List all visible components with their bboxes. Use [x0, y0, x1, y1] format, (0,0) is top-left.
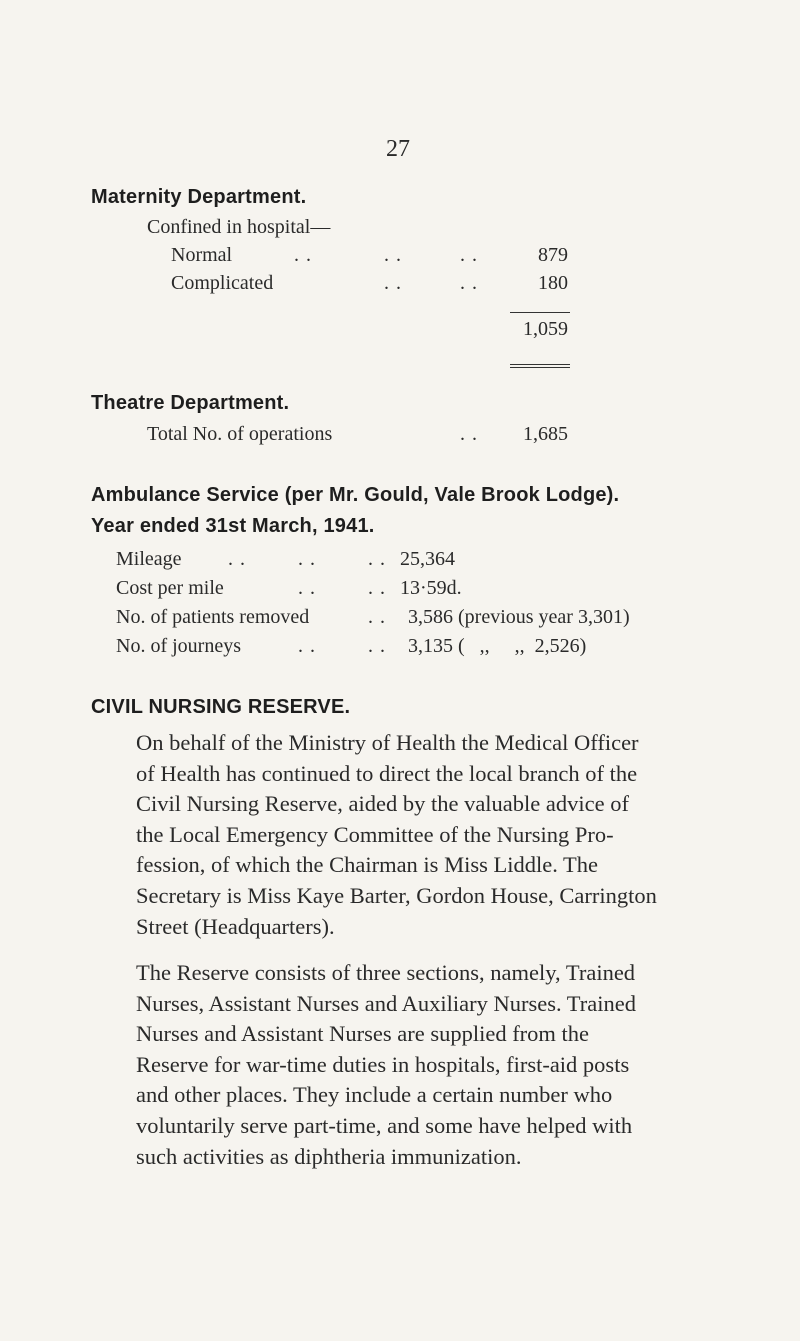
leader-dots: . .	[460, 272, 478, 294]
page-number: 27	[386, 136, 410, 162]
leader-dots: . .	[460, 244, 478, 266]
paragraph-line: fession, of which the Chairman is Miss Liddle. The	[136, 852, 599, 878]
leader-dots: . .	[460, 423, 478, 445]
leader-dots: . .	[294, 244, 312, 266]
leader-dots: . .	[228, 548, 246, 570]
ambulance-mileage-label: Mileage	[116, 548, 182, 570]
ambulance-cost-value: 13·59d.	[400, 577, 462, 599]
civil-nursing-paragraph-2	[136, 958, 706, 1172]
leader-dots: . .	[368, 606, 386, 628]
theatre-value: 1,685	[523, 423, 568, 445]
leader-dots: . .	[298, 635, 316, 657]
ambulance-journeys-label: No. of journeys	[116, 635, 241, 657]
maternity-complicated-value: 180	[538, 272, 568, 294]
ambulance-year-heading: Year ended 31st March, 1941.	[91, 515, 375, 537]
ambulance-cost-label: Cost per mile	[116, 577, 224, 599]
theatre-heading: Theatre Department.	[91, 392, 290, 414]
leader-dots: . .	[298, 548, 316, 570]
paragraph-line: Nurses, Assistant Nurses and Auxiliary Nurses. Trained	[136, 990, 636, 1016]
total-rule-top	[510, 364, 570, 365]
paragraph-line: Nurses and Assistant Nurses are supplied from the	[136, 1021, 590, 1047]
maternity-subheading: Confined in hospital—	[147, 216, 331, 238]
maternity-normal-value: 879	[538, 244, 568, 266]
civil-nursing-heading: CIVIL NURSING RESERVE.	[91, 696, 351, 718]
ambulance-mileage-value: 25,364	[400, 548, 455, 570]
ambulance-heading: Ambulance Service (per Mr. Gould, Vale Brook Lodge).	[91, 484, 620, 506]
leader-dots: . .	[298, 577, 316, 599]
civil-nursing-paragraph-1	[136, 728, 706, 942]
paragraph-line: Street (Headquarters).	[136, 913, 335, 939]
maternity-total: 1,059	[523, 318, 568, 340]
maternity-complicated-label: Complicated	[171, 272, 274, 294]
maternity-heading: Maternity Department.	[91, 186, 307, 208]
theatre-label: Total No. of operations	[147, 423, 333, 445]
maternity-normal-label: Normal	[171, 244, 233, 266]
paragraph-line: voluntarily serve part-time, and some have helped with	[136, 1112, 633, 1138]
sum-rule	[510, 312, 570, 313]
paragraph-line: and other places. They include a certain number who	[136, 1082, 613, 1108]
ambulance-journeys-value: 3,135 ( ,, ,, 2,526)	[408, 635, 587, 657]
leader-dots: . .	[384, 272, 402, 294]
leader-dots: . .	[368, 635, 386, 657]
paragraph-line: of Health has continued to direct the local branch of the	[136, 760, 638, 786]
leader-dots: . .	[384, 244, 402, 266]
paragraph-line: such activities as diphtheria immunization.	[136, 1143, 522, 1169]
paragraph-line: The Reserve consists of three sections, namely, Trained	[136, 960, 636, 985]
ambulance-patients-value: 3,586 (previous year 3,301)	[408, 606, 630, 628]
paragraph-line: Civil Nursing Reserve, aided by the valuable advice of	[136, 791, 629, 817]
total-rule-bottom	[510, 367, 570, 368]
leader-dots: . .	[368, 577, 386, 599]
paragraph-line: Reserve for war-time duties in hospitals, first-aid posts	[136, 1051, 630, 1077]
ambulance-patients-label: No. of patients removed	[116, 606, 310, 628]
paragraph-line: Secretary is Miss Kaye Barter, Gordon House, Carrington	[136, 882, 657, 908]
leader-dots: . .	[368, 548, 386, 570]
paragraph-line: the Local Emergency Committee of the Nursing Pro-	[136, 821, 614, 847]
paragraph-line: On behalf of the Ministry of Health the Medical Officer	[136, 730, 639, 755]
